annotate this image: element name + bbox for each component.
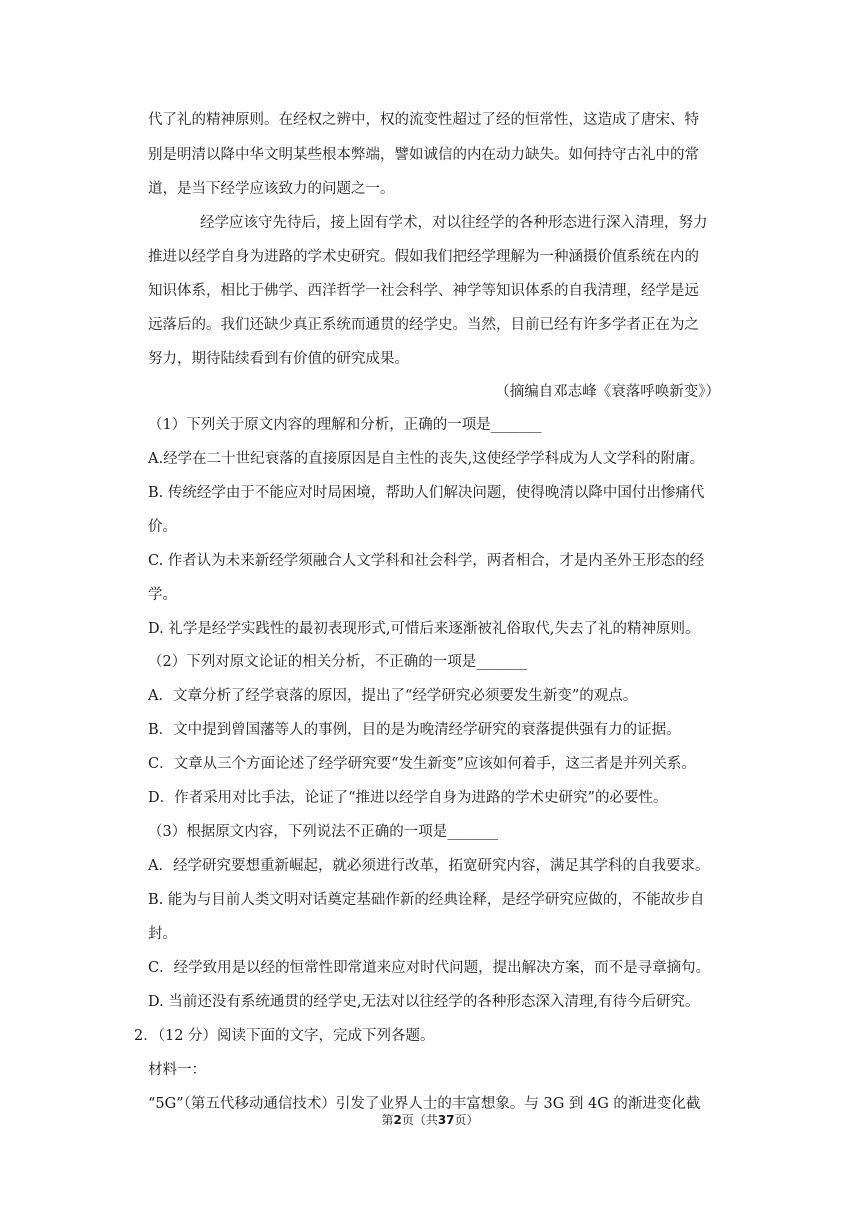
q1-option-c: C. 作者认为未来新经学须融合人文学科和社会科学，两者相合，才是内圣外王形态的经	[148, 553, 705, 569]
paragraph-line: 推进以经学自身为进路的学术史研究。假如我们把经学理解为一种涵摄价值系统在内的	[148, 249, 699, 265]
q3-option-d: D. 当前还没有系统通贯的经学史,无法对以往经学的各种形态深入清理,有待今后研究。	[148, 994, 700, 1010]
footer-suffix: 页）	[454, 1113, 479, 1127]
footer-page-number: 2	[393, 1113, 402, 1127]
material-paragraph-line: “5G”（第五代移动通信技术）引发了业界人士的丰富想象。与 3G 到 4G 的渐进变化截	[148, 1096, 701, 1112]
question-2-heading: 2．（12 分）阅读下面的文字，完成下列各题。	[134, 1028, 435, 1044]
footer-middle: 页（共	[401, 1113, 438, 1127]
paragraph-line: 努力，期待陆续看到有价值的研究成果。	[148, 351, 409, 367]
paragraph-line: 别是明清以降中华文明某些根本弊端，譬如诚信的内在动力缺失。如何持守古礼中的常	[148, 147, 699, 163]
question-1-stem: （1）下列关于原文内容的理解和分析，正确的一项是_______	[148, 417, 542, 433]
q2-option-b: B．文中提到曾国藩等人的事例，目的是为晚清经学研究的衰落提供强有力的证据。	[148, 722, 681, 738]
footer-prefix: 第	[381, 1113, 394, 1127]
q3-option-b-cont: 封。	[148, 926, 177, 942]
q1-option-d: D. 礼学是经学实践性的最初表现形式,可惜后来逐渐被礼俗取代,失去了礼的精神原则。	[148, 621, 700, 637]
question-2-stem: （2）下列对原文论证的相关分析，不正确的一项是_______	[148, 654, 527, 670]
q3-option-b: B. 能为与目前人类文明对话奠定基础作新的经典诠释，是经学研究应做的，不能故步自	[148, 892, 705, 908]
footer-total-pages: 37	[437, 1113, 455, 1127]
q1-option-a: A.经学在二十世纪衰落的直接原因是自主性的丧失,这使经学学科成为人文学科的附庸。	[148, 451, 705, 467]
q3-option-a: A．经学研究要想重新崛起，就必须进行改革，拓宽研究内容，满足其学科的自我要求。	[148, 858, 710, 874]
q2-option-c: C．文章从三个方面论述了经学研究要“发生新变”应该如何着手，这三者是并列关系。	[148, 756, 696, 772]
paragraph-line: 代了礼的精神原则。在经权之辨中，权的流变性超过了经的恒常性，这造成了唐宋、特	[148, 112, 699, 128]
q1-option-b-cont: 价。	[148, 519, 177, 535]
source-citation: （摘编自邓志峰《衰落呼唤新变》）	[495, 384, 720, 400]
paragraph-line: 经学应该守先待后，接上固有学术，对以往经学的各种形态进行深入清理，努力	[200, 215, 708, 231]
paragraph-line: 远落后的。我们还缺少真正系统而通贯的经学史。当然，目前已经有许多学者正在为之	[148, 317, 699, 333]
page-footer	[0, 1112, 860, 1128]
material-label: 材料一：	[148, 1062, 206, 1078]
q2-option-a: A．文章分析了经学衰落的原因，提出了“经学研究必须要发生新变”的观点。	[148, 688, 638, 704]
q1-option-b: B. 传统经学由于不能应对时局困境，帮助人们解决问题，使得晚清以降中国付出惨痛代	[148, 485, 705, 501]
paragraph-line: 知识体系，相比于佛学、西洋哲学一社会科学、神学等知识体系的自我清理，经学是远	[148, 283, 699, 299]
q1-option-c-cont: 学。	[148, 587, 177, 603]
q3-option-c: C．经学致用是以经的恒常性即常道来应对时代问题，提出解决方案，而不是寻章摘句。	[148, 960, 711, 976]
question-3-stem: （3）根据原文内容，下列说法不正确的一项是_______	[148, 824, 498, 840]
q2-option-d: D．作者采用对比手法，论证了“推进以经学自身为进路的学术史研究”的必要性。	[148, 790, 668, 806]
paragraph-line: 道，是当下经学应该致力的问题之一。	[148, 181, 395, 197]
